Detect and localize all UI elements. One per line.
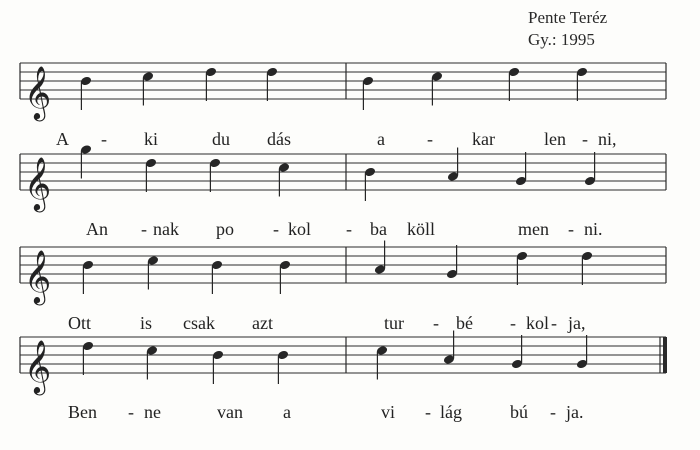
lyric-syllable: dás: [267, 129, 291, 149]
note: [446, 245, 458, 279]
note: [364, 167, 376, 201]
note: [82, 260, 94, 294]
note: [80, 76, 92, 110]
lyric-syllable: -: [550, 402, 556, 422]
final-barline-thick: [663, 337, 667, 373]
performer-credit: Pente Teréz: [528, 8, 608, 27]
staff-system: [20, 241, 666, 334]
lyric-syllable: köll: [407, 219, 436, 239]
lyric-syllable: ne: [144, 402, 161, 422]
lyric-syllable: kol: [526, 313, 550, 333]
staff-system: [20, 63, 666, 149]
note: [209, 158, 221, 192]
treble-clef-icon: 𝄞: [24, 156, 52, 210]
note: [277, 350, 289, 384]
lyric-syllable: -: [551, 313, 557, 333]
note: [212, 350, 224, 384]
lyric-syllable: van: [217, 402, 243, 422]
lyric-syllable: -: [510, 313, 516, 333]
note: [584, 152, 596, 186]
lyric-syllable: a: [283, 402, 291, 422]
lyric-syllable: -: [582, 129, 588, 149]
lyric-syllable: azt: [252, 313, 273, 333]
note: [145, 158, 157, 192]
note: [205, 67, 217, 101]
lyric-syllable: len: [544, 129, 566, 149]
note: [581, 251, 593, 285]
lyric-syllable: is: [140, 313, 153, 333]
lyric-syllable: po: [216, 219, 234, 239]
lyric-syllable: kol: [288, 219, 312, 239]
collection-date: Gy.: 1995: [528, 30, 595, 49]
lyric-syllable: ja,: [568, 313, 586, 333]
lyric-syllable: ja.: [566, 402, 584, 422]
lyric-syllable: A: [56, 129, 69, 149]
note: [508, 67, 520, 101]
lyric-syllable: -: [427, 129, 433, 149]
note: [447, 148, 459, 182]
note: [362, 76, 374, 110]
lyric-syllable: -: [141, 219, 147, 239]
treble-clef-icon: 𝄞: [24, 249, 52, 303]
treble-clef-icon: 𝄞: [24, 339, 52, 393]
lyric-syllable: vi: [381, 402, 396, 422]
lyric-syllable: -: [128, 402, 134, 422]
lyric-syllable: du: [212, 129, 230, 149]
note: [278, 162, 290, 196]
lyric-syllable: men: [518, 219, 549, 239]
lyric-syllable: bé: [456, 313, 473, 333]
note: [374, 241, 386, 275]
lyric-syllable: lág: [440, 402, 462, 422]
note: [515, 152, 527, 186]
lyric-syllable: -: [568, 219, 574, 239]
note: [576, 335, 588, 369]
lyric-syllable: ki: [144, 129, 159, 149]
staff-system: [20, 331, 667, 423]
note: [376, 345, 388, 379]
lyric-syllable: bú: [510, 402, 528, 422]
lyric-syllable: kar: [472, 129, 495, 149]
note: [516, 251, 528, 285]
lyric-syllable: ni,: [598, 129, 617, 149]
lyric-syllable: -: [101, 129, 107, 149]
lyric-syllable: ni.: [584, 219, 603, 239]
lyric-syllable: csak: [183, 313, 215, 333]
lyric-syllable: ba: [370, 219, 387, 239]
note: [511, 335, 523, 369]
note: [146, 345, 158, 379]
note: [576, 67, 588, 101]
lyric-syllable: -: [346, 219, 352, 239]
lyric-syllable: -: [425, 402, 431, 422]
lyric-syllable: -: [273, 219, 279, 239]
note: [279, 260, 291, 294]
staff-system: [20, 144, 666, 239]
note: [266, 67, 278, 101]
lyric-syllable: An: [86, 219, 108, 239]
lyric-syllable: a: [377, 129, 385, 149]
lyric-syllable: Ben: [68, 402, 97, 422]
lyric-syllable: -: [433, 313, 439, 333]
note: [80, 144, 92, 178]
note: [82, 341, 94, 375]
note: [142, 71, 154, 105]
lyric-syllable: Ott: [68, 313, 92, 333]
note: [211, 260, 223, 294]
lyric-syllable: nak: [153, 219, 179, 239]
treble-clef-icon: 𝄞: [24, 65, 52, 119]
note: [147, 255, 159, 289]
lyric-syllable: tur: [384, 313, 404, 333]
note: [431, 71, 443, 105]
note: [443, 331, 455, 365]
